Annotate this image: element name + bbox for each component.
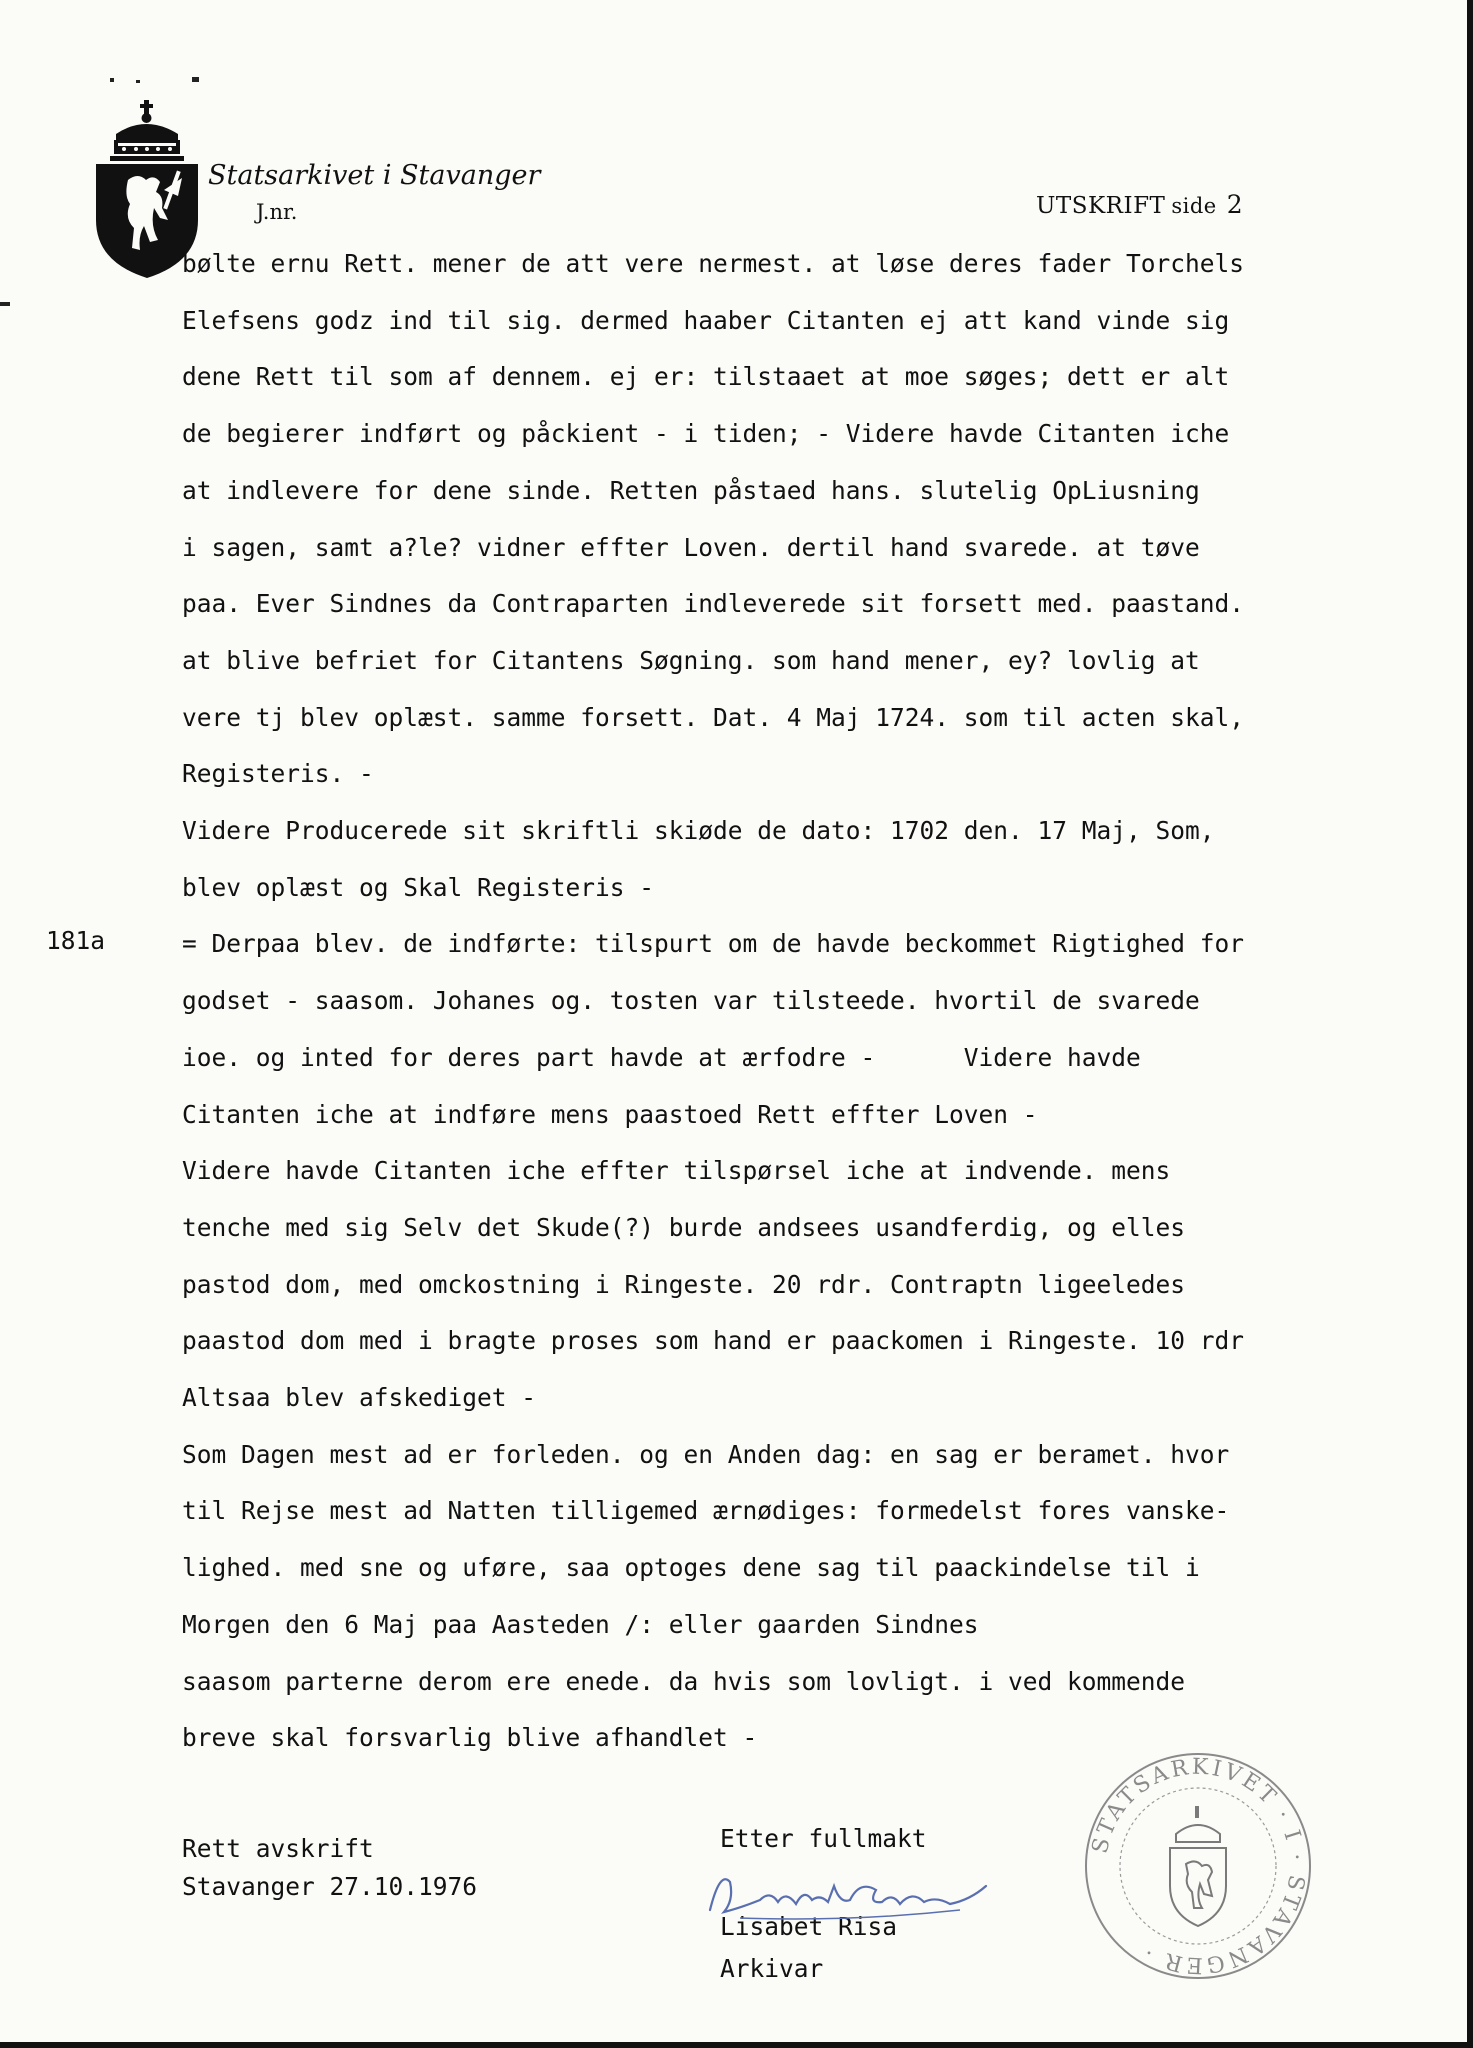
body-line: Morgen den 6 Maj paa Aasteden /: eller gaarden Sindnes bbox=[182, 1609, 979, 1639]
body-line: Citanten iche at indføre mens paastoed Rett effter Loven - bbox=[182, 1099, 1038, 1129]
body-line: breve skal forsvarlig blive afhandlet - bbox=[182, 1723, 758, 1753]
scan-border-right bbox=[1467, 0, 1473, 2048]
page-header-label bbox=[1036, 190, 1243, 219]
body-line: dene Rett til som af dennem. ej er: tilstaaet at moe søges; dett er alt bbox=[182, 362, 1230, 392]
scan-marks bbox=[110, 74, 210, 88]
authority-label: Etter fullmakt bbox=[720, 1824, 927, 1853]
body-line: vere tj blev oplæst. samme forsett. Dat. 4 Maj 1724. som til acten skal, bbox=[182, 702, 1245, 732]
handwritten-signature bbox=[700, 1860, 1000, 1930]
body-line: tenche med sig Selv det Skude(?) burde andsees usandferdig, og elles bbox=[182, 1212, 1186, 1242]
body-line: til Rejse mest ad Natten tilligemed ærnødiges: formedelst fores vanske- bbox=[182, 1496, 1230, 1526]
body-line: blev oplæst og Skal Registeris - bbox=[182, 872, 655, 902]
side-label: side bbox=[1171, 194, 1217, 218]
body-line: at blive befriet for Citantens Søgning. som hand mener, ey? lovlig at bbox=[182, 645, 1200, 675]
body-line: ioe. og inted for deres part havde at ærfodre - Videre havde bbox=[182, 1042, 1141, 1072]
body-line: = Derpaa blev. de indførte: tilspurt om de havde beckommet Rigtighed for bbox=[182, 929, 1245, 959]
doc-label: UTSKRIFT bbox=[1036, 193, 1166, 219]
body-line: at indlevere for dene sinde. Retten påstaed hans. slutelig OpLiusning bbox=[182, 475, 1200, 505]
margin-tick bbox=[0, 302, 10, 306]
body-line: paa. Ever Sindnes da Contraparten indleverede sit forsett med. paastand. bbox=[182, 589, 1245, 619]
body-line: saasom parterne derom ere enede. da hvis som lovligt. i ved kommende bbox=[182, 1666, 1186, 1696]
svg-text:STATSARKIVET · I · STAVANGER ·: STATSARKIVET · I · STAVANGER · bbox=[1087, 1754, 1310, 1978]
official-seal-stamp bbox=[1078, 1746, 1318, 1986]
body-line: pastod dom, med omckostning i Ringeste. 20 rdr. Contraptn ligeeledes bbox=[182, 1269, 1186, 1299]
body-line: Videre havde Citanten iche effter tilspørsel iche at indvende. mens bbox=[182, 1156, 1171, 1186]
body-line: Altsaa blev afskediget - bbox=[182, 1383, 537, 1412]
body-line: paastod dom med i bragte proses som hand er paackomen i Ringeste. 10 rdr bbox=[182, 1326, 1245, 1356]
body-line: Registeris. - bbox=[182, 759, 374, 789]
signer-title: Arkivar bbox=[720, 1954, 824, 1983]
body-line: godset - saasom. Johanes og. tosten var tilsteede. hvortil de svarede bbox=[182, 986, 1200, 1016]
margin-note: 181a bbox=[46, 926, 106, 955]
certification-line: Rett avskrift bbox=[182, 1834, 374, 1863]
certification-block bbox=[182, 1830, 477, 1906]
body-line: bølte ernu Rett. mener de att vere nermest. at løse deres fader Torchels bbox=[182, 249, 1245, 278]
certification-place-date: Stavanger 27.10.1976 bbox=[182, 1872, 478, 1901]
body-line: lighed. med sne og uføre, saa optoges dene sag til paackindelse til i bbox=[182, 1553, 1200, 1583]
body-line: Videre Producerede sit skriftli skiøde de dato: 1702 den. 17 Maj, Som, bbox=[182, 816, 1215, 845]
journal-number-label: J.nr. bbox=[256, 200, 298, 224]
scan-border-bottom bbox=[0, 2042, 1473, 2048]
body-line: Elefsens godz ind til sig. dermed haaber Citanten ej att kand vinde sig bbox=[182, 305, 1230, 335]
body-line: de begierer indført og påckient - i tiden; - Videre havde Citanten iche bbox=[182, 419, 1230, 449]
institution-name: Statsarkivet i Stavanger bbox=[208, 160, 541, 191]
page-number: 2 bbox=[1226, 190, 1244, 219]
body-line: i sagen, samt a?le? vidner effter Loven. dertil hand svarede. at tøve bbox=[182, 532, 1200, 562]
signer-name: Lisabet Risa bbox=[720, 1912, 898, 1941]
body-line: Som Dagen mest ad er forleden. og en Anden dag: en sag er beramet. hvor bbox=[182, 1439, 1230, 1469]
